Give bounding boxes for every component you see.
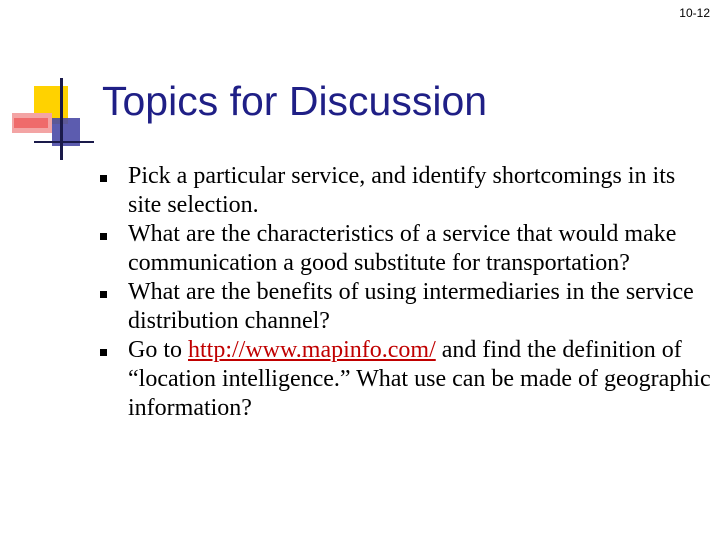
bullet-text-suffix: and find the definition of “location intelligence.” What use can be made of geographic information? xyxy=(128,337,711,421)
square-bullet-icon xyxy=(100,291,107,298)
decoration-red-bar xyxy=(14,118,48,128)
slide-number: 10-12 xyxy=(679,6,710,20)
decoration-horizontal-line xyxy=(34,141,94,143)
bullet-text: Pick a particular service, and identify shortcomings in its site selection. xyxy=(128,163,676,218)
bullet-item xyxy=(92,220,712,278)
bullet-text: What are the characteristics of a service that would make communication a good substitute for transportation? xyxy=(128,221,677,276)
bullet-list xyxy=(92,162,712,423)
slide-title: Topics for Discussion xyxy=(102,78,488,124)
decoration-vertical-line xyxy=(60,78,63,160)
bullet-text: What are the benefits of using intermediaries in the service distribution channel? xyxy=(128,279,694,334)
square-bullet-icon xyxy=(100,349,107,356)
mapinfo-link[interactable]: http://www.mapinfo.com/ xyxy=(188,337,436,363)
bullet-item xyxy=(92,162,712,220)
square-bullet-icon xyxy=(100,233,107,240)
bullet-item xyxy=(92,336,712,423)
corner-decoration xyxy=(0,0,110,170)
bullet-text-prefix: Go to xyxy=(128,337,188,363)
bullet-item xyxy=(92,278,712,336)
square-bullet-icon xyxy=(100,175,107,182)
